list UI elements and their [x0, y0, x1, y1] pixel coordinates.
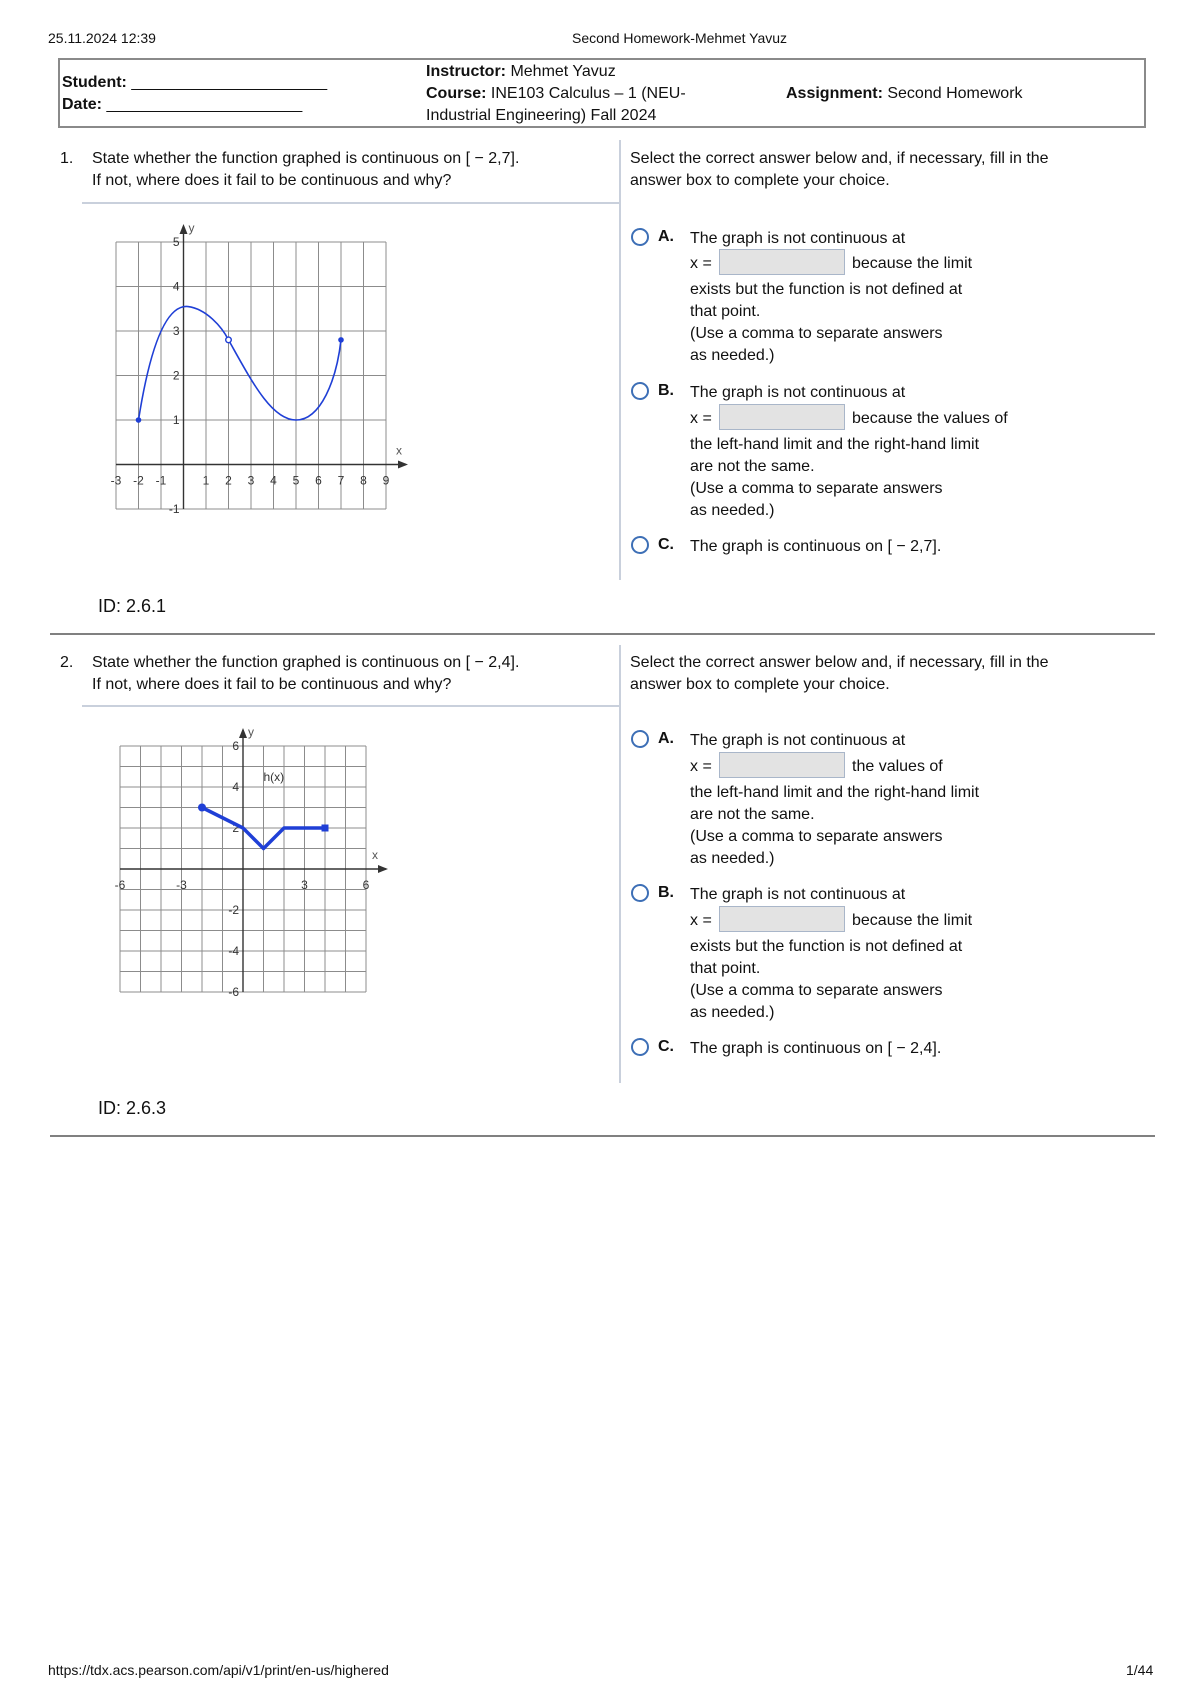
q1-x-tick-label: 2 [225, 473, 232, 488]
q2-option-a-line4: (Use a comma to separate answers [690, 828, 943, 845]
q1-x-tick-label: -3 [110, 473, 122, 488]
q1-x-axis-label: x [396, 443, 402, 458]
q1-option-a-after-box: because the limit [852, 255, 973, 272]
q1-y-tick-label: 4 [172, 279, 180, 294]
q1-x-tick-label: 9 [382, 473, 390, 488]
q1-x-tick-label: 7 [337, 473, 345, 488]
assignment-info-box [58, 58, 1146, 128]
q2-option-b-answer-box[interactable] [719, 906, 845, 932]
q1-x-tick-label: 8 [360, 473, 367, 488]
course-value: INE103 Calculus – 1 (NEU- [490, 85, 686, 102]
course-label: Course: [426, 85, 487, 102]
q2-y-tick-label: 6 [232, 739, 239, 753]
q2-option-b-after-box: because the limit [852, 912, 973, 929]
q2-option-b-line5: as needed.) [690, 1004, 775, 1021]
q2-option-b-line2: exists but the function is not defined at [690, 938, 963, 955]
q2-y-tick-label: 4 [232, 780, 239, 794]
q1-option-b-answer-box[interactable] [719, 404, 845, 430]
instructor-label: Instructor: [426, 63, 506, 80]
q1-option-a-answer-box[interactable] [719, 249, 845, 275]
q2-option-b-line3: that point. [690, 960, 761, 977]
q2-y-axis-label: y [248, 725, 254, 739]
q2-option-c-letter: C. [658, 1038, 674, 1055]
q2-y-tick-label: -2 [228, 903, 239, 917]
q1-id: ID: 2.6.1 [98, 596, 167, 616]
q1-option-b-after-box: because the values of [852, 410, 1008, 427]
q2-option-c-text: The graph is continuous on [ − 2,4]. [690, 1040, 942, 1057]
print-datetime: 25.11.2024 12:39 [48, 30, 156, 46]
q1-x-tick-label: -1 [155, 473, 167, 488]
q2-x-axis-arrow [378, 865, 388, 873]
q1-prompt-line1: State whether the function graphed is continuous on [ − 2,7]. [92, 150, 520, 167]
q1-option-a-letter: A. [658, 228, 674, 245]
assignment-label: Assignment: [786, 85, 883, 102]
q1-axes [116, 224, 408, 509]
q1-y-axis-arrow [180, 224, 188, 234]
q1-option-a-line1: The graph is not continuous at [690, 230, 906, 247]
q1-option-a-line3: that point. [690, 303, 761, 320]
q2-y-tick-label: 2 [232, 821, 239, 835]
q2-option-a-letter: A. [658, 730, 674, 747]
q2-option-a-x-label: x = [690, 758, 712, 775]
q2-bottom-divider [50, 1135, 1155, 1137]
q2-y-axis-arrow [239, 728, 247, 738]
q1-x-axis-arrow [398, 461, 408, 469]
q2-instructions-line1: Select the correct answer below and, if necessary, fill in the [630, 654, 1049, 671]
q1-x-tick-label: 6 [315, 473, 322, 488]
q2-option-a-after-box: the values of [852, 758, 943, 775]
q1-option-a-line5: as needed.) [690, 347, 775, 364]
assignment-value: Second Homework [887, 85, 1023, 102]
q1-x-tick-label: -2 [133, 473, 144, 488]
footer-page-number: 1/44 [1126, 1662, 1154, 1678]
q1-option-b-line4: (Use a comma to separate answers [690, 480, 943, 497]
q1-option-c-text: The graph is continuous on [ − 2,7]. [690, 538, 942, 555]
q1-option-b-line1: The graph is not continuous at [690, 384, 906, 401]
q2-x-tick-label: -3 [176, 878, 187, 892]
q1-option-b-radio[interactable] [631, 382, 649, 400]
q2-prompt-divider [82, 705, 620, 707]
q2-option-a-answer-box[interactable] [719, 752, 845, 778]
q2-prompt-line1: State whether the function graphed is continuous on [ − 2,4]. [92, 654, 520, 671]
q1-option-c-letter: C. [658, 536, 674, 553]
q2-column-divider [619, 645, 621, 1083]
q2-y-tick-label: -6 [228, 985, 239, 999]
q1-x-tick-label: 1 [202, 473, 210, 488]
q2-function-label: h(x) [263, 769, 285, 784]
date-blank: ______________________ [106, 96, 303, 113]
q1-x-tick-label: 3 [247, 473, 255, 488]
q1-prompt-divider [82, 202, 620, 204]
q2-graph [100, 715, 430, 1025]
q1-prompt-line2: If not, where does it fail to be continuous and why? [92, 172, 452, 189]
q1-option-b-line3: are not the same. [690, 458, 815, 475]
q2-option-c-radio[interactable] [631, 1038, 649, 1056]
q1-y-tick-label: -1 [168, 502, 180, 516]
student-blank: ______________________ [131, 74, 328, 91]
q1-y-tick-label: 5 [172, 235, 180, 249]
q2-option-b-line1: The graph is not continuous at [690, 886, 906, 903]
q1-grid [116, 242, 386, 509]
q1-number: 1. [60, 150, 74, 167]
q1-option-b-x-label: x = [690, 410, 712, 427]
q1-graph [100, 210, 430, 520]
print-title: Second Homework-Mehmet Yavuz [572, 30, 788, 46]
q2-axes [120, 728, 388, 992]
q1-option-c-radio[interactable] [631, 536, 649, 554]
q2-option-b-line4: (Use a comma to separate answers [690, 982, 943, 999]
q1-instructions-line1: Select the correct answer below and, if necessary, fill in the [630, 150, 1049, 167]
q1-closed-endpoint-right [338, 337, 344, 343]
q1-option-a-line4: (Use a comma to separate answers [690, 325, 943, 342]
q1-option-a-radio[interactable] [631, 228, 649, 246]
q2-y-tick-label: -4 [228, 944, 239, 958]
q1-x-tick-label: 4 [270, 473, 277, 488]
instructor-value: Mehmet Yavuz [510, 63, 616, 80]
q2-x-tick-label: -6 [114, 878, 126, 892]
q2-option-a-line5: as needed.) [690, 850, 775, 867]
q2-x-tick-label: 6 [362, 878, 370, 892]
q2-closed-endpoint-left [198, 804, 206, 812]
q1-option-b-line5: as needed.) [690, 502, 775, 519]
q1-option-b-letter: B. [658, 382, 674, 399]
course-value-cont: Industrial Engineering) Fall 2024 [426, 107, 657, 124]
q1-y-tick-label: 1 [172, 413, 180, 427]
q1-bottom-divider [50, 633, 1155, 635]
q1-y-tick-label: 3 [172, 324, 180, 338]
q2-option-a-radio[interactable] [631, 730, 649, 748]
q2-number: 2. [60, 654, 74, 671]
q1-instructions-line2: answer box to complete your choice. [630, 172, 890, 189]
q1-function-curve [139, 306, 342, 420]
q2-option-b-radio[interactable] [631, 884, 649, 902]
q2-prompt-line2: If not, where does it fail to be continuous and why? [92, 676, 452, 693]
q1-option-a-x-label: x = [690, 255, 712, 272]
footer-url: https://tdx.acs.pearson.com/api/v1/print/en-us/highered [48, 1662, 389, 1678]
q1-y-axis-label: y [188, 221, 195, 235]
q1-option-b-line2: the left-hand limit and the right-hand limit [690, 436, 980, 453]
q2-id: ID: 2.6.3 [98, 1098, 167, 1118]
q1-option-a-line2: exists but the function is not defined at [690, 281, 963, 298]
student-label: Student: [62, 74, 127, 91]
q1-column-divider [619, 140, 621, 580]
q1-closed-endpoint-left [136, 417, 142, 423]
q1-open-point [226, 337, 232, 343]
q1-x-tick-label: 5 [292, 473, 300, 488]
q2-option-a-line3: are not the same. [690, 806, 815, 823]
q2-x-tick-label: 3 [301, 878, 308, 892]
q2-option-b-letter: B. [658, 884, 674, 901]
q2-x-axis-label: x [372, 848, 378, 862]
date-label: Date: [62, 96, 103, 113]
q2-option-a-line2: the left-hand limit and the right-hand limit [690, 784, 980, 801]
q2-option-a-line1: The graph is not continuous at [690, 732, 906, 749]
q2-instructions-line2: answer box to complete your choice. [630, 676, 890, 693]
q2-option-b-x-label: x = [690, 912, 712, 929]
q2-closed-endpoint-right [322, 825, 329, 832]
q1-y-tick-label: 2 [172, 368, 180, 383]
